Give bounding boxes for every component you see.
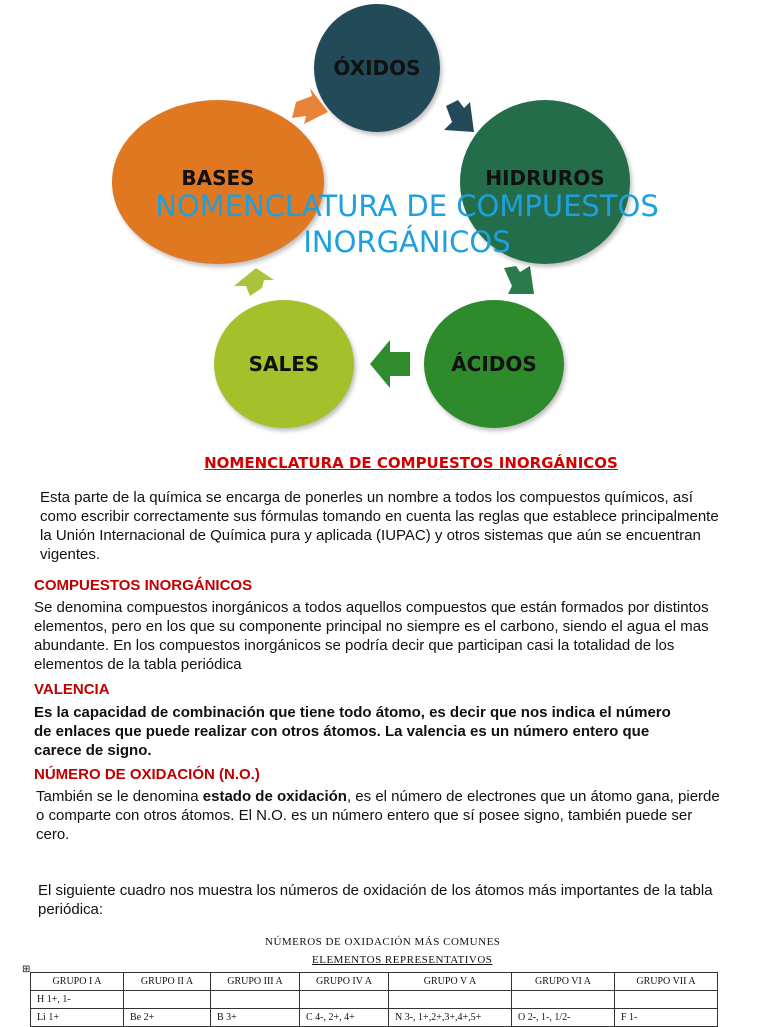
table-header: GRUPO I A — [31, 973, 124, 991]
main-heading: NOMENCLATURA DE COMPUESTOS INORGÁNICOS — [204, 454, 618, 472]
table-cell — [389, 991, 512, 1009]
node-acidos — [424, 300, 564, 428]
arrow-acidos-to-sales — [370, 340, 410, 388]
section-title-inorganicos: COMPUESTOS INORGÁNICOS — [34, 577, 253, 594]
node-oxidos-label: ÓXIDOS — [333, 56, 421, 80]
arrow-sales-to-bases — [234, 268, 274, 296]
section-body-inorganicos: Se denomina compuestos inorgánicos a todos aquellos compuestos que están formados por distintos elementos, pero en los que su componente principal no siempre es el carbono, siendo el agua el mas abundante. En los compuestos inorgánicos se podría decir que participan casi la totalidad de los elementos de la tabla periódica — [34, 599, 709, 673]
table-header: GRUPO V A — [389, 973, 512, 991]
table-header: GRUPO III A — [211, 973, 300, 991]
node-bases-label: BASES — [181, 166, 255, 190]
section-title-valencia: VALENCIA — [34, 681, 110, 698]
table-cell — [124, 991, 211, 1009]
arrow-hidruros-to-acidos — [504, 266, 534, 294]
table-cell — [615, 991, 718, 1009]
table-intro: El siguiente cuadro nos muestra los números de oxidación de los átomos más importantes de la tabla periódica: — [38, 882, 713, 918]
node-sales-label: SALES — [248, 352, 320, 376]
table-cell: Be 2+ — [124, 1009, 211, 1027]
table-cell — [300, 991, 389, 1009]
table-cell: B 3+ — [211, 1009, 300, 1027]
intro-paragraph: Esta parte de la química se encarga de ponerles un nombre a todos los compuestos químicos, así como escribir correctamente sus fórmulas tomando en cuenta las reglas que establece principalmente la Unión Internacional de Química pura y aplicada (IUPAC) y otros sistemas que aún se encuentran vigentes. — [40, 489, 719, 563]
table-cell — [512, 991, 615, 1009]
table-cell: O 2-, 1-, 1/2- — [512, 1009, 615, 1027]
section-body-valencia: Es la capacidad de combinación que tiene todo átomo, es decir que nos indica el número de enlaces que puede realizar con otros átomos. La valencia es un número entero que carece de signo. — [34, 704, 671, 759]
node-hidruros-label: HIDRUROS — [485, 166, 605, 190]
table-cell: C 4-, 2+, 4+ — [300, 1009, 389, 1027]
table-title-2: ELEMENTOS REPRESENTATIVOS — [312, 954, 493, 966]
diagram-overlay-title: NOMENCLATURA DE COMPUESTOS INORGÁNICOS — [155, 189, 659, 259]
arrow-oxidos-to-hidruros — [444, 100, 474, 132]
table-header: GRUPO IV A — [300, 973, 389, 991]
oxidacion-text-1: También se le denomina — [36, 788, 203, 805]
table-cell — [211, 991, 300, 1009]
table-row — [31, 991, 718, 1009]
table-header-row — [31, 973, 718, 991]
section-title-oxidacion: NÚMERO DE OXIDACIÓN (N.O.) — [34, 766, 260, 783]
table-cell: F 1- — [615, 1009, 718, 1027]
oxidacion-text-bold: estado de oxidación — [202, 788, 347, 805]
table-header: GRUPO VI A — [512, 973, 615, 991]
node-acidos-label: ÁCIDOS — [451, 352, 537, 376]
node-sales — [214, 300, 354, 428]
oxidation-table — [30, 972, 718, 1027]
node-oxidos — [314, 4, 440, 132]
table-header: GRUPO II A — [124, 973, 211, 991]
oxidacion-text-2: , es el número de electrones que un átomo gana, pierde o comparte con otros átomos. El N.O. es un número entero que sí posee signo, también puede ser cero. — [36, 788, 720, 843]
table-cell: Li 1+ — [31, 1009, 124, 1027]
table-marker-icon: ⊞ — [22, 964, 31, 975]
section-body-oxidacion — [36, 787, 726, 844]
table-cell: H 1+, 1- — [31, 991, 124, 1009]
table-cell: N 3-, 1+,2+,3+,4+,5+ — [389, 1009, 512, 1027]
table-title-1: NÚMEROS DE OXIDACIÓN MÁS COMUNES — [265, 936, 501, 948]
table-header: GRUPO VII A — [615, 973, 718, 991]
